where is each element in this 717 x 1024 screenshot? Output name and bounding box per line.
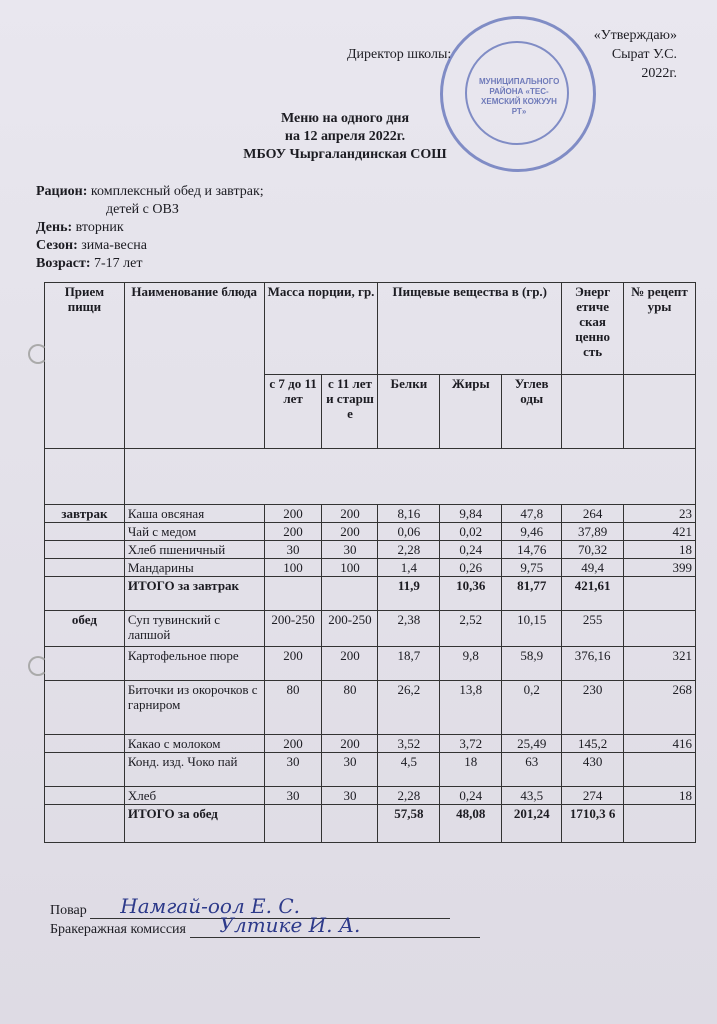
fat-cell: 9,84 bbox=[440, 505, 502, 523]
protein-cell: 2,38 bbox=[378, 611, 440, 647]
table-row bbox=[45, 787, 696, 805]
recipe-cell: 18 bbox=[624, 787, 696, 805]
mass-11-plus-cell: 200 bbox=[322, 523, 378, 541]
mass-7-11-cell bbox=[264, 577, 322, 611]
protein-cell: 2,28 bbox=[378, 787, 440, 805]
approval-date: 2022г. bbox=[641, 66, 677, 81]
meal-cell bbox=[45, 735, 125, 753]
recipe-cell bbox=[624, 611, 696, 647]
energy-cell: 376,16 bbox=[562, 647, 624, 681]
carbs-cell: 58,9 bbox=[502, 647, 562, 681]
dish-cell: Хлеб bbox=[124, 787, 264, 805]
carbs-cell: 201,24 bbox=[502, 805, 562, 843]
dish-cell: Чай с медом bbox=[124, 523, 264, 541]
recipe-cell: 321 bbox=[624, 647, 696, 681]
energy-cell: 421,61 bbox=[562, 577, 624, 611]
header-age-2: с 11 лет и старш е bbox=[322, 375, 378, 449]
mass-7-11-cell: 200 bbox=[264, 735, 322, 753]
commission-signature-row bbox=[50, 913, 480, 938]
mass-11-plus-cell: 30 bbox=[322, 541, 378, 559]
dish-cell: Какао с молоком bbox=[124, 735, 264, 753]
meal-cell bbox=[45, 681, 125, 735]
protein-cell: 2,28 bbox=[378, 541, 440, 559]
meal-cell bbox=[45, 753, 125, 787]
header-meal: Прием пищи bbox=[45, 283, 125, 449]
recipe-cell bbox=[624, 805, 696, 843]
cook-label: Повар bbox=[50, 903, 87, 918]
protein-cell: 3,52 bbox=[378, 735, 440, 753]
approval-block bbox=[347, 26, 677, 83]
carbs-cell: 14,76 bbox=[502, 541, 562, 559]
mass-7-11-cell: 200 bbox=[264, 647, 322, 681]
energy-cell: 274 bbox=[562, 787, 624, 805]
protein-cell: 26,2 bbox=[378, 681, 440, 735]
approve-label: «Утверждаю» bbox=[593, 28, 677, 43]
total-row bbox=[45, 577, 696, 611]
carbs-cell: 63 bbox=[502, 753, 562, 787]
mass-11-plus-cell: 100 bbox=[322, 559, 378, 577]
table-row bbox=[45, 559, 696, 577]
table-row bbox=[45, 735, 696, 753]
recipe-cell bbox=[624, 753, 696, 787]
energy-cell: 264 bbox=[562, 505, 624, 523]
title-line-2: на 12 апреля 2022г. bbox=[284, 129, 406, 144]
season-row: Сезон: зима-весна bbox=[36, 238, 147, 253]
mass-11-plus-cell: 30 bbox=[322, 787, 378, 805]
mass-11-plus-cell: 200-250 bbox=[322, 611, 378, 647]
mass-7-11-cell bbox=[264, 805, 322, 843]
mass-7-11-cell: 200 bbox=[264, 523, 322, 541]
recipe-cell: 268 bbox=[624, 681, 696, 735]
header-fat: Жиры bbox=[440, 375, 502, 449]
energy-cell: 1710,3 6 bbox=[562, 805, 624, 843]
energy-cell: 37,89 bbox=[562, 523, 624, 541]
fat-cell: 9,8 bbox=[440, 647, 502, 681]
table-row bbox=[45, 753, 696, 787]
table-body bbox=[45, 505, 696, 843]
header-recipe: № рецепт уры bbox=[624, 283, 696, 375]
ration-row: Рацион: комплексный обед и завтрак; bbox=[36, 184, 264, 199]
carbs-cell: 81,77 bbox=[502, 577, 562, 611]
protein-cell: 57,58 bbox=[378, 805, 440, 843]
fat-cell: 0,24 bbox=[440, 541, 502, 559]
meal-cell bbox=[45, 577, 125, 611]
protein-cell: 11,9 bbox=[378, 577, 440, 611]
protein-cell: 0,06 bbox=[378, 523, 440, 541]
mass-11-plus-cell: 80 bbox=[322, 681, 378, 735]
fat-cell: 10,36 bbox=[440, 577, 502, 611]
mass-7-11-cell: 80 bbox=[264, 681, 322, 735]
day-row: День: вторник bbox=[36, 220, 124, 235]
header-protein: Белки bbox=[378, 375, 440, 449]
dish-cell: Картофельное пюре bbox=[124, 647, 264, 681]
commission-signature-line bbox=[190, 913, 480, 938]
mass-11-plus-cell: 30 bbox=[322, 753, 378, 787]
recipe-cell: 416 bbox=[624, 735, 696, 753]
mass-11-plus-cell: 200 bbox=[322, 735, 378, 753]
blank-row bbox=[45, 449, 696, 505]
carbs-cell: 10,15 bbox=[502, 611, 562, 647]
header-carbs: Углев оды bbox=[502, 375, 562, 449]
meal-cell bbox=[45, 541, 125, 559]
punch-hole bbox=[28, 656, 48, 676]
menu-title bbox=[200, 110, 490, 164]
cook-signature: Намгай-оол Е. С. bbox=[120, 894, 301, 918]
director-row bbox=[347, 45, 677, 64]
dish-cell: Биточки из окорочков с гарниром bbox=[124, 681, 264, 735]
commission-label: Бракеражная комиссия bbox=[50, 922, 186, 937]
table-row bbox=[45, 505, 696, 523]
ration-row-2: детей с ОВЗ bbox=[106, 202, 179, 217]
protein-cell: 1,4 bbox=[378, 559, 440, 577]
fat-cell: 13,8 bbox=[440, 681, 502, 735]
table-row bbox=[45, 681, 696, 735]
protein-cell: 4,5 bbox=[378, 753, 440, 787]
mass-7-11-cell: 100 bbox=[264, 559, 322, 577]
recipe-cell: 23 bbox=[624, 505, 696, 523]
meal-cell bbox=[45, 523, 125, 541]
meal-cell bbox=[45, 805, 125, 843]
meal-cell: завтрак bbox=[45, 505, 125, 523]
commission-signature: Ултике И. А. bbox=[219, 913, 361, 937]
recipe-cell: 399 bbox=[624, 559, 696, 577]
fat-cell: 48,08 bbox=[440, 805, 502, 843]
mass-7-11-cell: 200-250 bbox=[264, 611, 322, 647]
dish-cell: Хлеб пшеничный bbox=[124, 541, 264, 559]
dish-cell: Суп тувинский с лапшой bbox=[124, 611, 264, 647]
carbs-cell: 0,2 bbox=[502, 681, 562, 735]
header-energy-empty bbox=[562, 375, 624, 449]
menu-table bbox=[44, 282, 696, 843]
protein-cell: 8,16 bbox=[378, 505, 440, 523]
fat-cell: 2,52 bbox=[440, 611, 502, 647]
dish-cell: Мандарины bbox=[124, 559, 264, 577]
recipe-cell: 421 bbox=[624, 523, 696, 541]
header-energy: Энерг етиче ская ценно сть bbox=[562, 283, 624, 375]
carbs-cell: 9,46 bbox=[502, 523, 562, 541]
recipe-cell bbox=[624, 577, 696, 611]
dish-cell: ИТОГО за обед bbox=[124, 805, 264, 843]
energy-cell: 230 bbox=[562, 681, 624, 735]
carbs-cell: 25,49 bbox=[502, 735, 562, 753]
table-header-row bbox=[45, 283, 696, 375]
stamp-text: МУНИЦИПАЛЬНОГО РАЙОНА «ТЕС-ХЕМСКИЙ КОЖУУН РТ» bbox=[479, 77, 560, 116]
punch-hole bbox=[28, 344, 48, 364]
carbs-cell: 9,75 bbox=[502, 559, 562, 577]
fat-cell: 3,72 bbox=[440, 735, 502, 753]
mass-7-11-cell: 30 bbox=[264, 787, 322, 805]
header-age-1: с 7 до 11 лет bbox=[264, 375, 322, 449]
recipe-cell: 18 bbox=[624, 541, 696, 559]
meal-cell bbox=[45, 647, 125, 681]
age-row: Возраст: 7-17 лет bbox=[36, 256, 143, 271]
mass-11-plus-cell bbox=[322, 577, 378, 611]
energy-cell: 145,2 bbox=[562, 735, 624, 753]
mass-7-11-cell: 30 bbox=[264, 753, 322, 787]
header-nutrients: Пищевые вещества в (гр.) bbox=[378, 283, 562, 375]
header-recipe-empty bbox=[624, 375, 696, 449]
fat-cell: 0,02 bbox=[440, 523, 502, 541]
fat-cell: 18 bbox=[440, 753, 502, 787]
meal-cell: обед bbox=[45, 611, 125, 647]
meal-cell bbox=[45, 559, 125, 577]
mass-11-plus-cell: 200 bbox=[322, 647, 378, 681]
mass-7-11-cell: 200 bbox=[264, 505, 322, 523]
carbs-cell: 43,5 bbox=[502, 787, 562, 805]
energy-cell: 430 bbox=[562, 753, 624, 787]
mass-11-plus-cell bbox=[322, 805, 378, 843]
energy-cell: 49,4 bbox=[562, 559, 624, 577]
title-line-3: МБОУ Чыргаландинская СОШ bbox=[243, 147, 447, 162]
mass-11-plus-cell: 200 bbox=[322, 505, 378, 523]
header-dish: Наименование блюда bbox=[124, 283, 264, 449]
table-row bbox=[45, 647, 696, 681]
energy-cell: 255 bbox=[562, 611, 624, 647]
table-row bbox=[45, 611, 696, 647]
energy-cell: 70,32 bbox=[562, 541, 624, 559]
menu-info bbox=[36, 183, 264, 273]
dish-cell: Конд. изд. Чоко пай bbox=[124, 753, 264, 787]
fat-cell: 0,26 bbox=[440, 559, 502, 577]
dish-cell: Каша овсяная bbox=[124, 505, 264, 523]
fat-cell: 0,24 bbox=[440, 787, 502, 805]
mass-7-11-cell: 30 bbox=[264, 541, 322, 559]
meal-cell bbox=[45, 787, 125, 805]
table-row bbox=[45, 523, 696, 541]
header-mass: Масса порции, гр. bbox=[264, 283, 378, 375]
total-row bbox=[45, 805, 696, 843]
table-row bbox=[45, 541, 696, 559]
director-name: Сырат У.С. bbox=[611, 47, 677, 62]
dish-cell: ИТОГО за завтрак bbox=[124, 577, 264, 611]
title-line-1: Меню на одного дня bbox=[280, 111, 410, 126]
carbs-cell: 47,8 bbox=[502, 505, 562, 523]
protein-cell: 18,7 bbox=[378, 647, 440, 681]
director-label: Директор школы: bbox=[347, 47, 452, 62]
